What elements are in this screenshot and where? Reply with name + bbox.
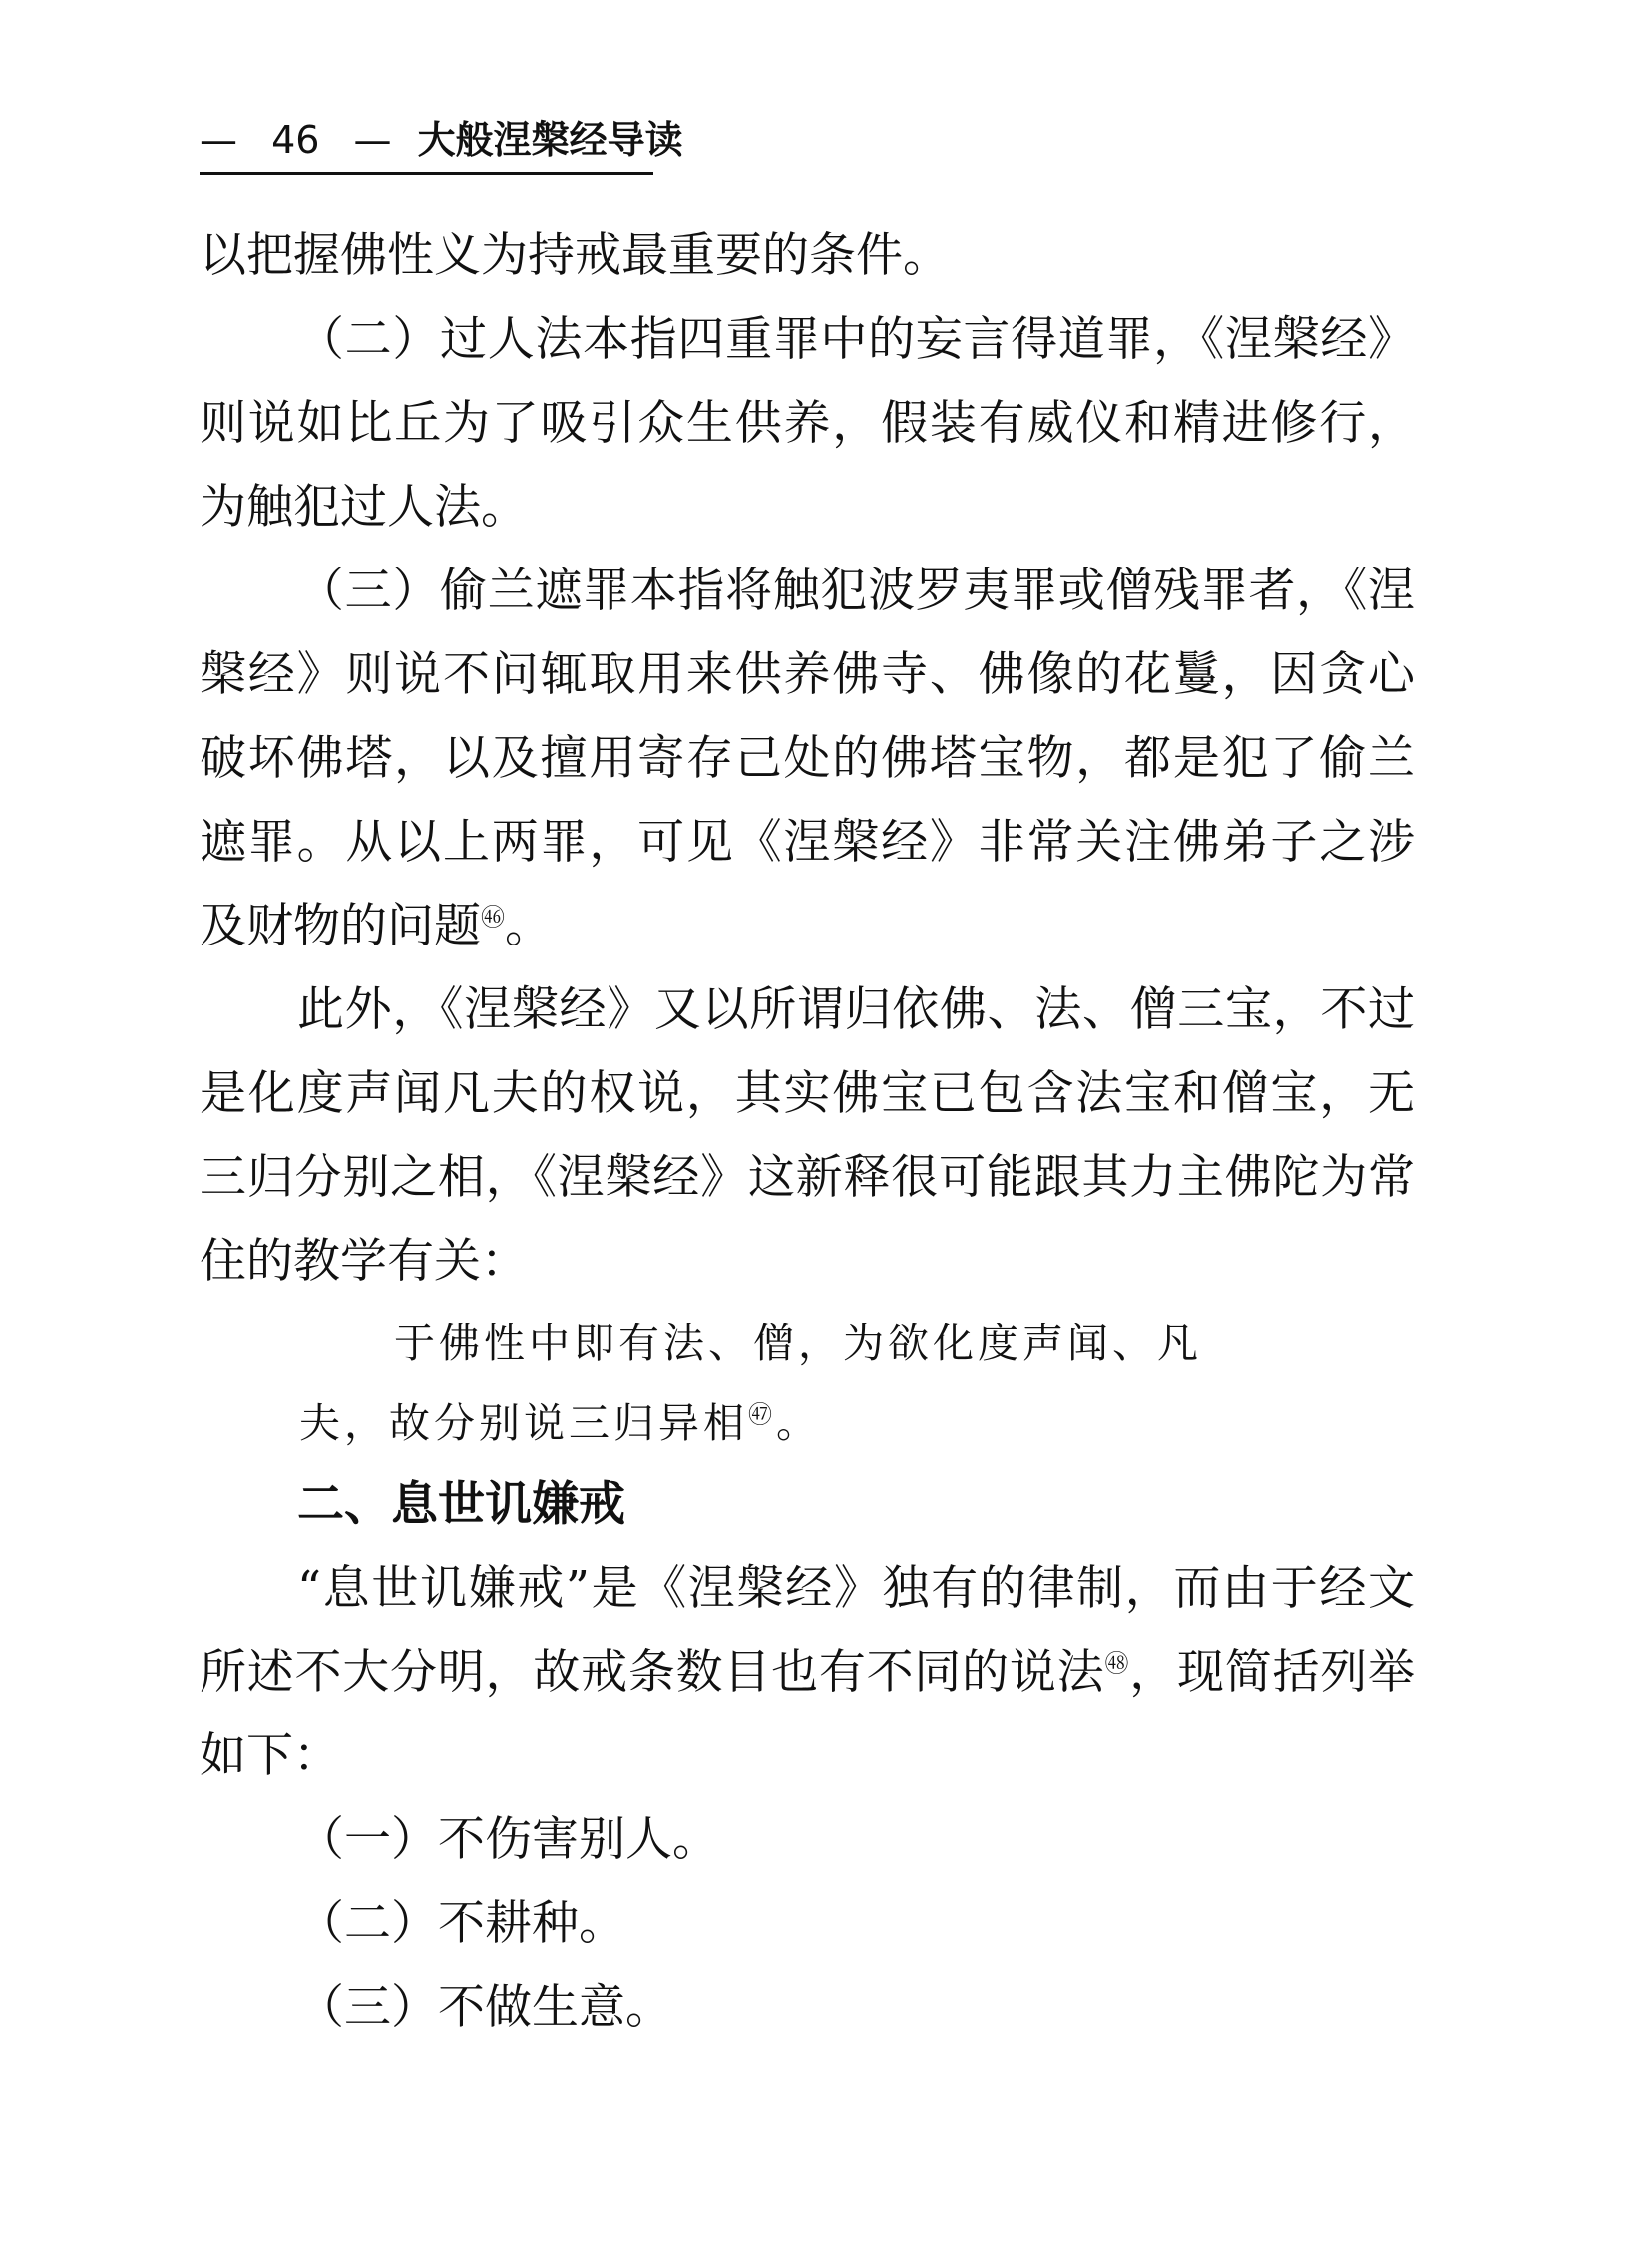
footnote-marker-58: ㊽: [1104, 1649, 1130, 1678]
paragraph-three-refuges: 此外，《涅槃经》又以所谓归依佛、法、僧三宝，不过是化度声闻凡夫的权说，其实佛宝已包含法宝和僧宝，无三归分别之相，《涅槃经》这新释很可能跟其力主佛陀为常住的教学有关：: [200, 982, 1415, 1289]
block-quote: [200, 1304, 1415, 1463]
footnote-marker-57: ㊼: [748, 1400, 776, 1429]
footnote-marker-56: ㊻: [481, 903, 505, 932]
quote-line-1: 于佛性中即有法、僧，为欲化度声闻、凡: [394, 1320, 1202, 1367]
header-dash-right: —: [353, 118, 392, 162]
quote-end: 。: [776, 1399, 821, 1447]
quote-line-2-text: 夫，故分别说三归异相: [299, 1399, 748, 1447]
paragraph-section-intro-end: ，现简括列举如下：: [200, 1645, 1416, 1783]
paragraph-item-three-end: 。: [505, 899, 552, 953]
list-item-1: （一）不伤害别人。: [297, 1812, 719, 1867]
paragraph-section-intro: [200, 1547, 1415, 1798]
book-title: 大般涅槃经导读: [417, 118, 683, 162]
running-header: [200, 118, 683, 175]
paragraph-item-three: [200, 550, 1415, 968]
quote-line-2: [299, 1383, 1315, 1463]
list-item-2: （二）不耕种。: [297, 1896, 625, 1951]
header-dash-left: —: [200, 118, 237, 162]
paragraph-item-two: （二）过人法本指四重罪中的妄言得道罪，《涅槃经》则说如比丘为了吸引众生供养，假装有威仪和精进修行，为触犯过人法。: [200, 312, 1415, 535]
page-number: 46: [271, 118, 320, 162]
list-item-3: （三）不做生意。: [297, 1980, 672, 2035]
paragraph-continuation: 以把握佛性义为持戒最重要的条件。: [200, 228, 950, 283]
paragraph-section-intro-text: “息世讥嫌戒”是《涅槃经》独有的律制，而由于经文所述不大分明，故戒条数目也有不同的说法: [200, 1561, 1415, 1700]
paragraph-item-three-text: （三）偷兰遮罪本指将触犯波罗夷罪或僧残罪者，《涅槃经》则说不问辄取用来供养佛寺、佛像的花鬘，因贪心破坏佛塔，以及擅用寄存己处的佛塔宝物，都是犯了偷兰遮罪。从以上两罪，可见《涅槃经》非常关注佛弟子之涉及财物的问题: [200, 564, 1415, 953]
page-body: [200, 214, 1415, 2050]
section-heading: 二、息世讥嫌戒: [297, 1477, 625, 1532]
